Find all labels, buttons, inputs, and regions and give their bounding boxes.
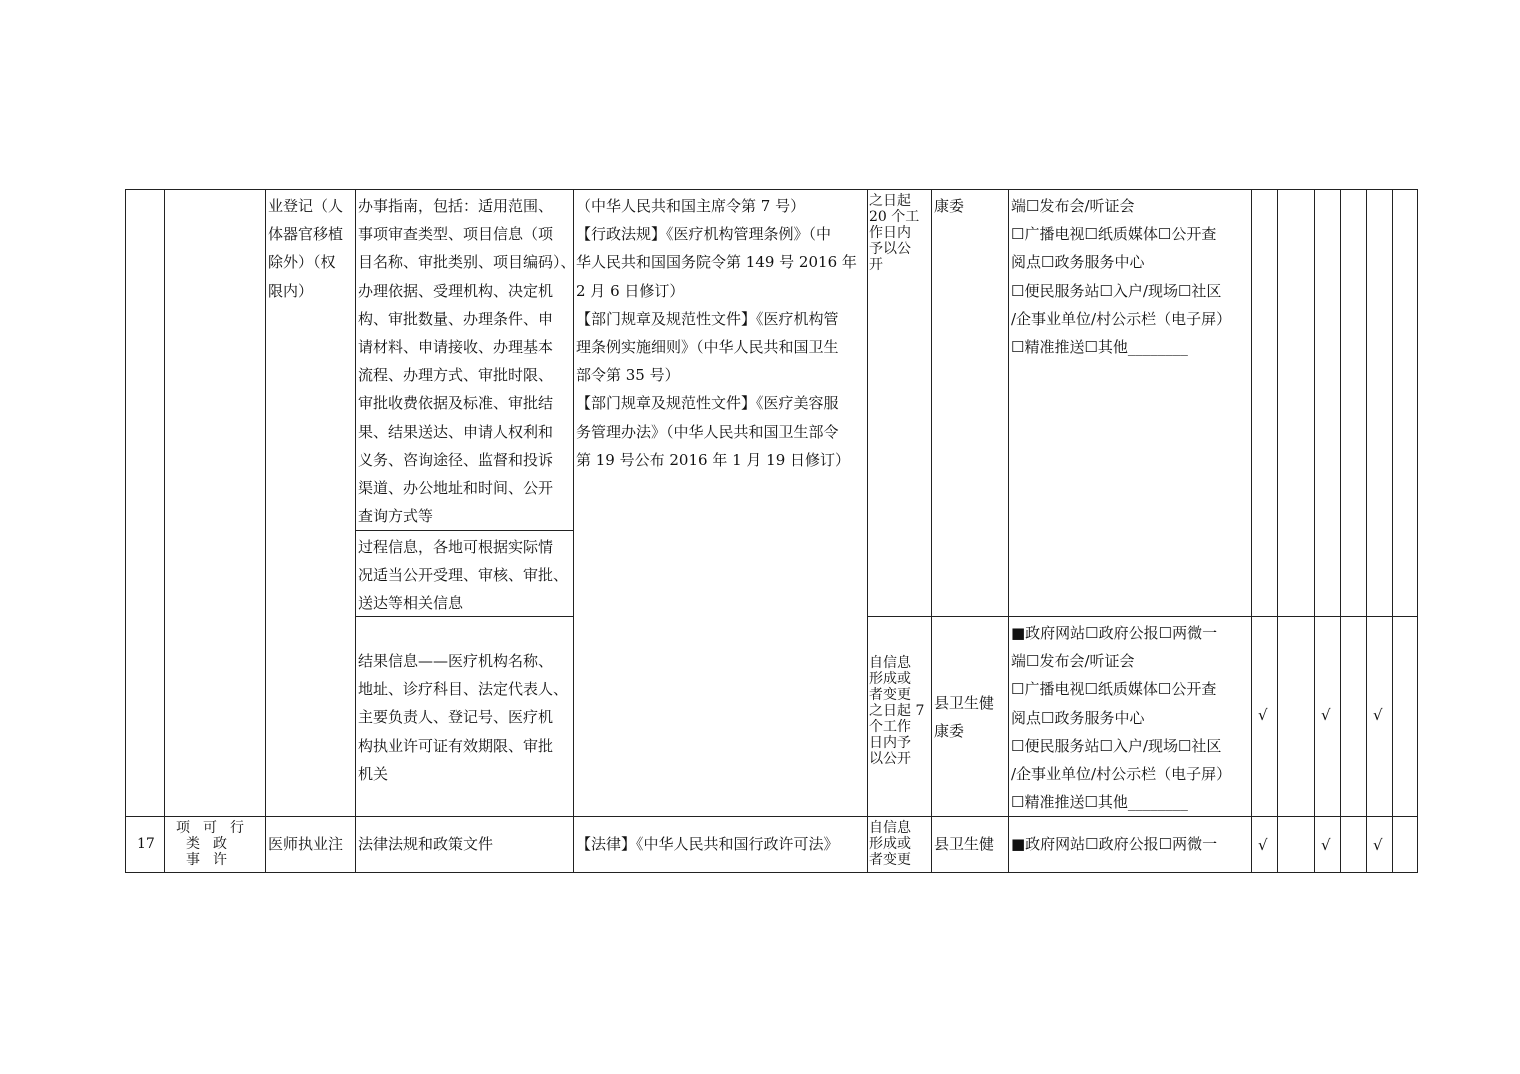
- item-name-cell: 业登记（人 体器官移植 除外）（权 限内）: [268, 197, 344, 300]
- table-top-border: [125, 189, 1418, 190]
- subject-cell: 康委: [934, 197, 965, 215]
- check-mark: √: [1258, 836, 1268, 854]
- check-mark: √: [1373, 706, 1383, 724]
- info-process-cell: 过程信息，各地可根据实际情 况适当公开受理、审核、审批、 送达等相关信息: [358, 538, 569, 613]
- category-text: 事许: [186, 852, 240, 868]
- col-line: [164, 189, 165, 873]
- subject-cell: 县卫生健: [934, 835, 995, 853]
- info-item-cell: 法律法规和政策文件: [358, 835, 494, 853]
- check-mark: √: [1321, 706, 1331, 724]
- col-line: [125, 189, 126, 873]
- category-text: 项可行: [176, 820, 257, 836]
- col-line: [1277, 189, 1278, 873]
- check-mark: √: [1373, 836, 1383, 854]
- col-line: [1366, 189, 1367, 873]
- col-line: [1417, 189, 1418, 873]
- timing-cell: 自信息 形成或 者变更: [869, 820, 911, 868]
- item-name-cell: 医师执业注: [268, 835, 344, 853]
- legal-basis-cell: （中华人民共和国主席令第 7 号） 【行政法规】《医疗机构管理条例》（中 华人民共和国国务院令第 149 号 2016 年 2 月 6 日修订） 【部门规章及规范性文件】《医疗机构管 理条例实施细则》（中华人民共和国卫生 部令第 35 号） 【部门规章及规范性文件】《医疗美容服 务管理办法》（中华人民共和国卫生部令 第 19 号公布 2016 年 1 月 19 日修订）: [576, 197, 857, 469]
- col-line: [1008, 189, 1009, 873]
- category-text: 类政: [186, 836, 240, 852]
- row-divider: [867, 616, 1418, 617]
- timing-cell: 之日起 20 个工 作日内 予以公 开: [869, 193, 920, 273]
- row-number: 17: [137, 836, 155, 852]
- col-line: [355, 189, 356, 873]
- timing-cell: 自信息 形成或 者变更 之日起 7 个工作 日内予 以公开: [869, 655, 925, 767]
- channels-cell: ■政府网站☐政府公报☐两微一: [1011, 835, 1218, 853]
- col-line: [1392, 189, 1393, 873]
- col-line: [931, 189, 932, 873]
- col-line: [1314, 189, 1315, 873]
- table-bottom-border: [125, 872, 1418, 873]
- check-mark: √: [1258, 706, 1268, 724]
- check-mark: √: [1321, 836, 1331, 854]
- info-guide-cell: 办事指南，包括：适用范围、 事项审查类型、项目信息（项 目名称、审批类别、项目编码）、 办理依据、受理机构、决定机 构、审批数量、办理条件、申 请材料、申请接收、办理基本 流程、办理方式、审批时限、 审批收费依据及标准、审批结 果、结果送达、申请人权利和 义务、咨询途径、监督和投诉 渠道、办公地址和时间、公开 查询方式等: [358, 197, 576, 526]
- info-result-cell: 结果信息——医疗机构名称、 地址、诊疗科目、法定代表人、 主要负责人、登记号、医疗机 构执业许可证有效期限、审批 机关: [358, 652, 569, 783]
- col-line: [265, 189, 266, 873]
- col-line: [1340, 189, 1341, 873]
- category-cell: [166, 818, 264, 872]
- channels-cell: 端☐发布会/听证会 ☐广播电视☐纸质媒体☐公开查 阅点☐政务服务中心 ☐便民服务站☐入户/现场☐社区 /企事业单位/村公示栏（电子屏） ☐精准推送☐其他________: [1011, 197, 1232, 357]
- subject-cell: 县卫生健 康委: [934, 694, 995, 741]
- channels-cell: ■政府网站☐政府公报☐两微一 端☐发布会/听证会 ☐广播电视☐纸质媒体☐公开查 阅点☐政务服务中心 ☐便民服务站☐入户/现场☐社区 /企事业单位/村公示栏（电子屏） ☐精准推送☐其他________: [1011, 624, 1232, 812]
- legal-basis-cell: 【法律】《中华人民共和国行政许可法》: [576, 835, 839, 853]
